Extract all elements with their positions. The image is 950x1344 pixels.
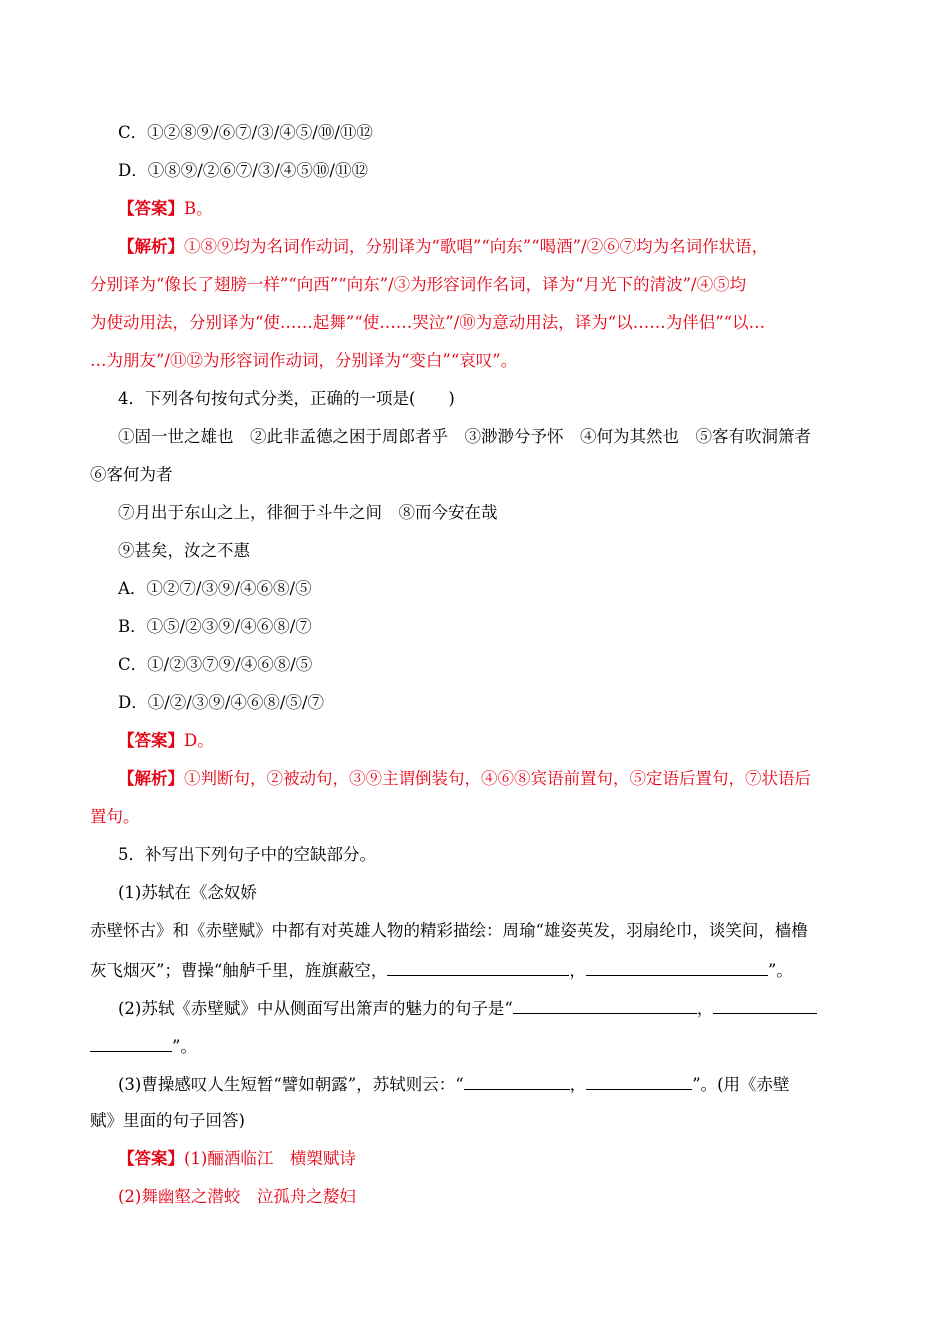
answer-tag: 【答案】	[118, 1149, 184, 1168]
fill-blank[interactable]	[513, 996, 697, 1014]
q3-answer	[118, 198, 862, 220]
fill-blank[interactable]	[713, 996, 817, 1014]
q5-stem: 5．补写出下列句子中的空缺部分。	[118, 845, 376, 864]
fill-blank[interactable]	[586, 958, 768, 976]
text: ”。(用《赤壁	[692, 1075, 790, 1094]
answer-tag: 【答案】	[118, 731, 184, 750]
text: ”。	[767, 961, 793, 980]
q3-analysis-line-2: 分别译为“像长了翅膀一样”“向西”“向东”/③为形容词作名词，译为“月光下的清波”/④⑤均	[90, 275, 747, 294]
q4-analysis-line-1	[118, 768, 862, 790]
analysis-tag: 【解析】	[118, 769, 184, 788]
q5-answer-line-1	[118, 1148, 862, 1170]
q3-analysis-line-4: …为朋友”/⑪⑫为形容词作动词，分别译为“变白”“哀叹”。	[90, 351, 518, 370]
q5-part2-line-1	[118, 996, 862, 1020]
q4-items-line-2: ⑥客何为者	[90, 465, 173, 484]
text: ”。	[172, 1037, 197, 1056]
answer-text: D。	[184, 731, 214, 750]
analysis-tag: 【解析】	[118, 237, 184, 256]
q4-option-a: A．①②⑦/③⑨/④⑥⑧/⑤	[118, 579, 312, 598]
q4-stem: 4．下列各句按句式分类，正确的一项是( )	[118, 389, 455, 408]
q5-part3-line-1	[118, 1072, 862, 1096]
answer-text: B。	[184, 199, 213, 218]
separator: ，	[569, 961, 586, 980]
analysis-text: ①⑧⑨均为名词作动词，分别译为“歌唱”“向东”“喝酒”/②⑥⑦均为名词作状语，	[184, 237, 769, 256]
answer-tag: 【答案】	[118, 199, 184, 218]
fill-blank-continued[interactable]	[90, 1034, 172, 1052]
q4-answer	[118, 730, 862, 752]
q5-part2-line-2	[90, 1034, 862, 1058]
answer-text: (1)酾酒临江 横槊赋诗	[184, 1149, 356, 1168]
fill-blank[interactable]	[387, 958, 569, 976]
q5-part1-line-3	[90, 958, 862, 982]
separator: ，	[696, 999, 714, 1018]
analysis-text: ①判断句，②被动句，③⑨主谓倒装句，④⑥⑧宾语前置句，⑤定语后置句，⑦状语后	[184, 769, 811, 788]
q4-items-line-4: ⑨甚矣，汝之不惠	[118, 541, 250, 560]
separator: ，	[569, 1075, 587, 1094]
q4-option-b: B．①⑤/②③⑨/④⑥⑧/⑦	[118, 617, 312, 636]
q3-option-d: D．①⑧⑨/②⑥⑦/③/④⑤⑩/⑪⑫	[118, 161, 368, 180]
q5-answer-line-2: (2)舞幽壑之潜蛟 泣孤舟之嫠妇	[118, 1187, 356, 1206]
text: 灰飞烟灭”；曹操“舳舻千里，旌旗蔽空，	[90, 961, 388, 980]
fill-blank[interactable]	[464, 1072, 570, 1090]
q4-option-d: D．①/②/③⑨/④⑥⑧/⑤/⑦	[118, 693, 325, 712]
q5-part1-line-2: 赤壁怀古》和《赤壁赋》中都有对英雄人物的精彩描绘：周瑜“雄姿英发，羽扇纶巾，谈笑间，樯橹	[90, 921, 808, 940]
q5-part3-line-2: 赋》里面的句子回答)	[90, 1111, 245, 1130]
q3-analysis-line-1	[118, 236, 862, 258]
fill-blank[interactable]	[586, 1072, 692, 1090]
q5-part1-line-1: (1)苏轼在《念奴娇	[118, 883, 257, 902]
q3-option-c: C．①②⑧⑨/⑥⑦/③/④⑤/⑩/⑪⑫	[118, 123, 373, 142]
q4-items-line-1: ①固一世之雄也 ②此非孟德之困于周郎者乎 ③渺渺兮予怀 ④何为其然也 ⑤客有吹洞箫者	[118, 427, 811, 446]
text: (3)曹操感叹人生短暂“譬如朝露”，苏轼则云：“	[118, 1075, 464, 1094]
q4-option-c: C．①/②③⑦⑨/④⑥⑧/⑤	[118, 655, 313, 674]
q4-analysis-line-2: 置句。	[90, 807, 140, 826]
q3-analysis-line-3: 为使动用法，分别译为“使……起舞”“使……哭泣”/⑩为意动用法，译为“以……为伴侣”“以…	[90, 313, 766, 332]
q4-items-line-3: ⑦月出于东山之上，徘徊于斗牛之间 ⑧而今安在哉	[118, 503, 498, 522]
text: (2)苏轼《赤壁赋》中从侧面写出箫声的魅力的句子是“	[118, 999, 513, 1018]
